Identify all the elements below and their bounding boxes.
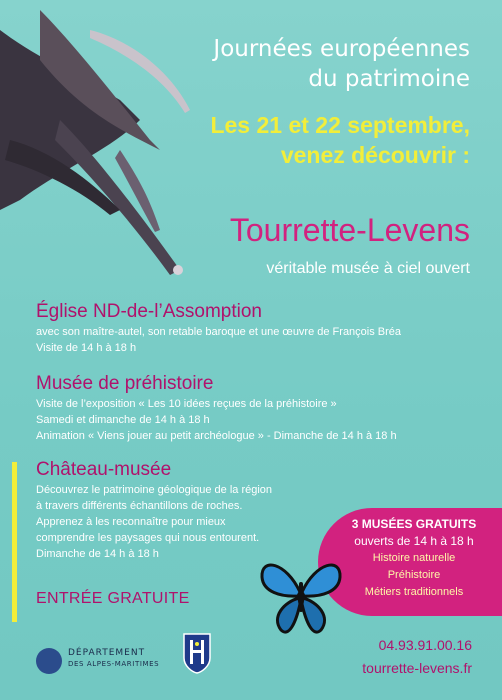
accent-bar bbox=[12, 462, 17, 622]
title-line-2: du patrimoine bbox=[308, 66, 470, 92]
date-line-1: Les 21 et 22 septembre, bbox=[210, 112, 470, 138]
section-line: comprendre les paysages qui nous entourent. bbox=[36, 532, 260, 544]
museums-box-hours: ouverts de 14 h à 18 h bbox=[354, 534, 474, 548]
date-line-2: venez découvrir : bbox=[280, 142, 470, 168]
section-line: Samedi et dimanche de 14 h à 18 h bbox=[36, 414, 210, 426]
museums-box-text bbox=[326, 516, 502, 601]
section-church bbox=[36, 300, 476, 356]
department-emblem-icon bbox=[36, 648, 62, 674]
museums-box-title: 3 MUSÉES GRATUITS bbox=[351, 517, 477, 531]
tagline: véritable musée à ciel ouvert bbox=[266, 260, 470, 277]
department-label: DÉPARTEMENT bbox=[68, 648, 146, 658]
town-name: Tourrette-Levens bbox=[229, 212, 470, 248]
town-crest-icon bbox=[182, 632, 212, 674]
section-line: à travers différents échantillons de roches. bbox=[36, 500, 243, 512]
museum-item: Préhistoire bbox=[387, 569, 441, 581]
butterfly-image bbox=[256, 552, 346, 640]
section-line: Visite de l’exposition « Les 10 idées reçues de la préhistoire » bbox=[36, 398, 337, 410]
event-dates bbox=[110, 110, 470, 170]
section-line: Dimanche de 14 h à 18 h bbox=[36, 548, 159, 560]
museum-item: Histoire naturelle bbox=[372, 552, 456, 564]
event-title bbox=[140, 34, 470, 94]
section-title: Château-musée bbox=[36, 459, 172, 480]
museum-item: Métiers traditionnels bbox=[364, 586, 464, 598]
section-line: avec son maître-autel, son retable baroque et une œuvre de François Bréa bbox=[36, 326, 402, 338]
section-castle-museum bbox=[36, 458, 316, 562]
website-link[interactable]: tourrette-levens.fr bbox=[362, 660, 472, 676]
phone-number: 04.93.91.00.16 bbox=[378, 637, 472, 653]
section-line: Apprenez à les reconnaître pour mieux bbox=[36, 516, 226, 528]
title-line-1: Journées européennes bbox=[213, 36, 470, 62]
section-line: Découvrez le patrimoine géologique de la région bbox=[36, 484, 273, 496]
department-logo-block bbox=[36, 646, 168, 676]
free-entry-label: ENTRÉE GRATUITE bbox=[36, 590, 190, 607]
department-sublabel: DES ALPES-MARITIMES bbox=[68, 660, 160, 668]
section-title: Musée de préhistoire bbox=[36, 373, 214, 394]
section-title: Église ND-de-l’Assomption bbox=[36, 301, 262, 322]
section-line: Animation « Viens jouer au petit archéologue » - Dimanche de 14 h à 18 h bbox=[36, 430, 397, 442]
section-line: Visite de 14 h à 18 h bbox=[36, 342, 137, 354]
section-prehistory-museum bbox=[36, 372, 476, 444]
